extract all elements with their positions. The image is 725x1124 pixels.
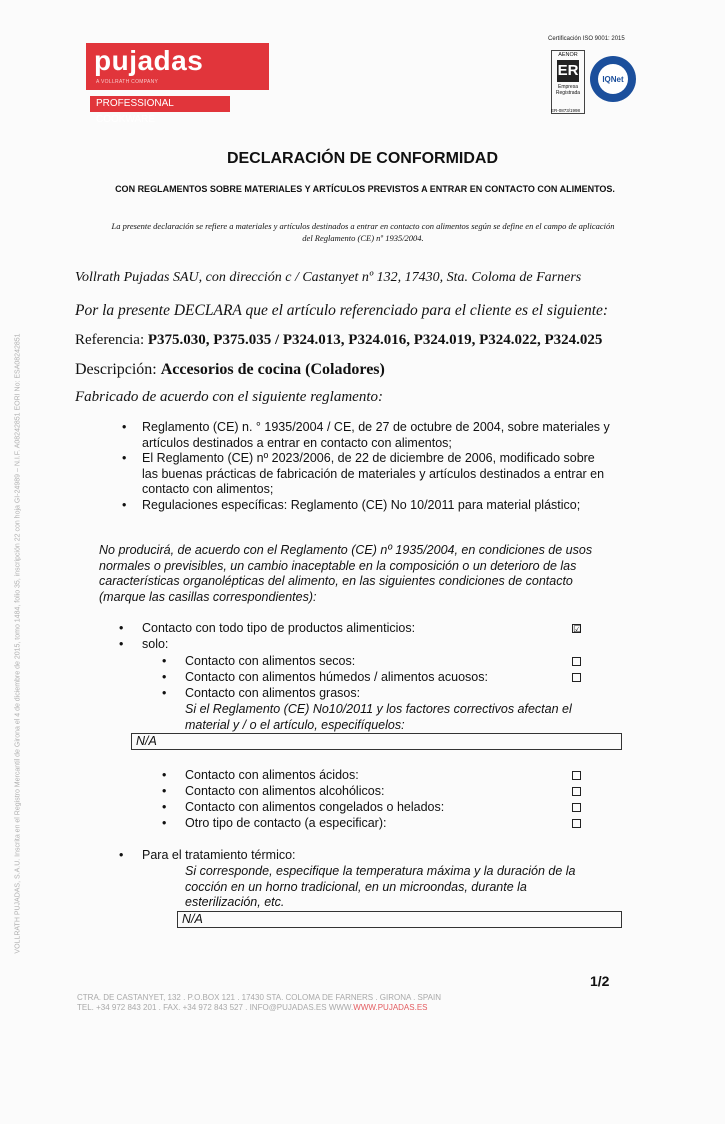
contact-dry-checkbox[interactable] [572,657,581,666]
contact-acid-checkbox[interactable] [572,771,581,780]
regulation-item [122,420,612,451]
brand-tagline: PROFESSIONAL COOKWARE [90,96,230,112]
bullet-icon: • [162,686,167,700]
contact-dry-label: Contacto con alimentos secos: [185,654,356,668]
contact-acid-label: Contacto con alimentos ácidos: [185,768,359,782]
description-value: Accesorios de cocina (Coladores) [160,361,385,378]
aenor-label: Empresa Registrada [555,84,581,96]
thermal-note: Si corresponde, especifique la temperatura máxima y la duración de la cocción en un horno tradicional, en un microondas, durante la esterilización, etc. [185,864,576,909]
bullet-icon: • [119,848,124,862]
legal-vertical-label: VOLLRATH PUJADAS, S.A.U. Inscrita en el Registro Mercantil de Girona el 4 de diciembre de 2015, tomo 1484, folio 35, inscripción 22 con hoja GI-24989 – N.I.F. A08242851 EORI No: ESA08242851 [14,333,22,954]
document-subtitle: CON REGLAMENTOS SOBRE MATERIALES Y ARTÍCULOS PREVISTOS A ENTRAR EN CONTACTO CON ALIMENTOS. [115,184,615,194]
bullet-icon: • [162,784,167,798]
bullet-icon: • [162,800,167,814]
brand-name: pujadas [94,45,204,76]
description-line [75,361,385,379]
thermal-label: Para el tratamiento térmico: [142,848,296,862]
fat-specification-field[interactable]: N/A [131,733,622,750]
contact-frozen-checkbox[interactable] [572,803,581,812]
solo-label: solo: [142,637,169,651]
brand-sub: A VOLLRATH COMPANY [96,79,159,85]
brand-logo [86,43,269,90]
footer-website-link[interactable]: WWW.PUJADAS.ES [353,1003,428,1012]
contact-frozen-label: Contacto con alimentos congelados o helados: [185,800,445,814]
contact-other-label: Otro tipo de contacto (a especificar): [185,816,387,830]
footer-contact [77,1003,428,1012]
aenor-mark: ER [557,60,579,82]
iqnet-label: IQNet [602,75,624,84]
regulations-list [122,420,612,513]
regulation-item [122,497,612,514]
iqnet-seal-icon [589,55,637,103]
fat-note: Si el Reglamento (CE) No10/2011 y los factores correctivos afectan el material y / o el artículo, especifíquelos: [185,702,572,732]
reference-line [75,332,602,349]
regulation-text: Regulaciones específicas: Reglamento (CE) No 10/2011 para material plástico; [142,497,581,512]
footer-contact-text: TEL. +34 972 843 201 . FAX. +34 972 843 527 . INFO@PUJADAS.ES WWW. [77,1003,354,1012]
aenor-top: AENOR [558,52,578,58]
contact-wet-label: Contacto con alimentos húmedos / alimentos acuosos: [185,670,488,684]
regulation-text: Reglamento (CE) n. ° 1935/2004 / CE, de 27 de octubre de 2004, sobre materiales y artículos destinados a entrar en contacto con alimentos; [142,420,610,450]
reference-label: Referencia: [75,332,145,348]
document-title: DECLARACIÓN DE CONFORMIDAD [226,150,499,167]
document-intro: La presente declaración se refiere a materiales y artículos destinados a entrar en contacto con alimentos según se define en el campo de aplicación del Reglamento (CE) nº 1935/2004. [111,221,615,243]
aenor-seal [551,50,585,114]
contact-all-label: Contacto con todo tipo de productos alimenticios: [142,621,416,635]
regulation-text: El Reglamento (CE) nº 2023/2006, de 22 de diciembre de 2006, modificado sobre las buenas prácticas de fabricación de materiales y artículos destinados a entrar en contacto con alimentos; [142,451,605,496]
bullet-icon: • [119,637,124,651]
bullet-icon: • [162,670,167,684]
contact-alcohol-checkbox[interactable] [572,787,581,796]
declares-line: Por la presente DECLARA que el artículo referenciado para el cliente es el siguiente: [75,302,609,319]
cert-title: Certificación ISO 9001: 2015 [548,36,625,42]
contact-alcohol-label: Contacto con alimentos alcohólicos: [185,784,385,798]
bullet-icon: • [162,768,167,782]
contact-wet-checkbox[interactable] [572,673,581,682]
contact-other-checkbox[interactable] [572,819,581,828]
contact-fat-label: Contacto con alimentos grasos: [185,686,361,700]
bullet-icon: • [119,621,124,635]
page-number: 1/2 [590,973,610,989]
company-line: Vollrath Pujadas SAU, con dirección c / Castanyet nº 132, 17430, Sta. Coloma de Farners [75,270,582,285]
bullet-icon: • [122,451,127,465]
regulation-item [122,451,612,498]
cert-number: ER-0873/1998 [551,108,581,113]
contact-all-checkbox[interactable]: ☑ [573,624,582,634]
manufactured-line: Fabricado de acuerdo con el siguiente reglamento: [75,389,383,405]
footer-address: CTRA. DE CASTANYET, 132 . P.O.BOX 121 . 17430 STA. COLOMA DE FARNERS . GIRONA . SPAIN [77,993,441,1002]
description-label: Descripción: [75,361,157,378]
statement-paragraph: No producirá, de acuerdo con el Reglamento (CE) nº 1935/2004, en condiciones de usos normales o previsibles, un cambio inaceptable en la composición o un deterioro de las características organolépticas del alimento, en las siguientes condiciones de contacto (marque las casillas correspondientes): [99,543,593,604]
bullet-icon: • [162,654,167,668]
bullet-icon: • [122,420,127,434]
thermal-specification-field[interactable]: N/A [177,911,622,928]
reference-value: P375.030, P375.035 / P324.013, P324.016, P324.019, P324.022, P324.025 [147,332,603,348]
bullet-icon: • [122,497,127,512]
bullet-icon: • [162,816,167,830]
